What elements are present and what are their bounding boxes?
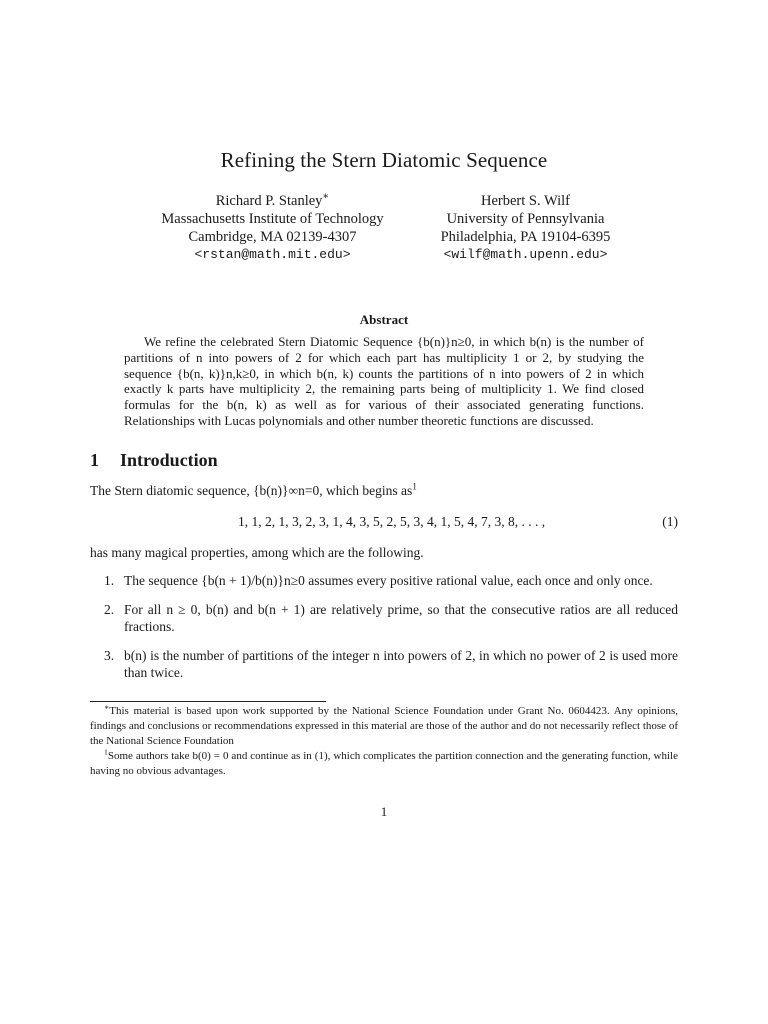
abstract-heading: Abstract — [359, 312, 409, 327]
section-title: Introduction — [120, 450, 218, 470]
abstract-body — [124, 334, 644, 429]
list-item-text: The sequence {b(n + 1)/b(n)}n≥0 assumes every positive rational value, each once and only once. — [124, 573, 653, 588]
author-block-stanley — [130, 192, 415, 264]
page-number: 1 — [380, 804, 388, 819]
footnote-text: Some authors take b(0) = 0 and continue as in (1), which complicates the partition connection and the generating function, while having no obvious advantages. — [90, 750, 678, 777]
footnotes — [90, 704, 678, 779]
author-name: Richard P. Stanley — [215, 193, 323, 209]
after-equation-text: has many magical properties, among which are the following. — [90, 545, 424, 560]
footnote-mark: 1 — [104, 747, 108, 757]
author-block-wilf — [418, 192, 633, 264]
list-marker: 3. — [104, 648, 115, 663]
equation-number: (1) — [662, 514, 678, 529]
list-item — [90, 601, 678, 635]
footnote-text: This material is based upon work supported by the National Science Foundation under Grant No. 0604423. Any opinions, findings and conclusions or recommendations expressed in this material are those of the author and do not necessarily reflect those of the National Science Foundation — [90, 705, 678, 747]
footnote-1 — [90, 749, 678, 779]
footnote-ref-1: 1 — [412, 482, 417, 493]
list-item-text: For all n ≥ 0, b(n) and b(n + 1) are relatively prime, so that the consecutive ratios are all reduced fractions. — [124, 602, 678, 634]
author-email: <wilf@math.upenn.edu> — [443, 247, 608, 262]
author-name: Herbert S. Wilf — [481, 193, 570, 209]
footnote-funding — [90, 704, 678, 749]
abstract-text: We refine the celebrated Stern Diatomic Sequence {b(n)}n≥0, in which b(n) is the number of partitions of n into powers of 2 for which each part has multiplicity 1 or 2, by studying the sequence {b(n, k)}n,k≥0, in which b(n, k) counts the partitions of n into powers of 2 in which exactly k parts have multiplicity 2, the remaining parts being of multiplicity 1. We find closed formulas for the b(n, k) as well as for various of their associated generating functions. Relationships with Lucas polynomials and other number theoretic functions are discussed. — [124, 334, 644, 428]
equation-body: 1, 1, 2, 1, 3, 2, 3, 1, 4, 3, 5, 2, 5, 3, 4, 1, 5, 4, 7, 3, 8, . . . , — [238, 514, 546, 529]
list-item — [90, 647, 678, 681]
list-item — [90, 572, 678, 589]
author-address: Cambridge, MA 02139-4307 — [188, 229, 357, 245]
author-address: Philadelphia, PA 19104-6395 — [440, 229, 611, 245]
list-marker: 2. — [104, 602, 115, 617]
list-item-text: b(n) is the number of partitions of the integer n into powers of 2, in which no power of 2 is used more than twice. — [124, 648, 678, 680]
properties-list — [90, 572, 678, 693]
section-number: 1 — [90, 450, 99, 470]
footnote-mark: ∗ — [104, 702, 110, 712]
section-heading — [90, 450, 218, 471]
intro-paragraph — [90, 482, 678, 499]
intro-sentence: The Stern diatomic sequence, {b(n)}∞n=0, which begins as — [90, 483, 413, 498]
author-footnote-mark: ∗ — [322, 191, 330, 203]
list-marker: 1. — [104, 573, 115, 588]
author-email: <rstan@math.mit.edu> — [194, 247, 351, 262]
footnote-rule — [90, 701, 326, 702]
author-affiliation: Massachusetts Institute of Technology — [161, 211, 384, 227]
paper-title: Refining the Stern Diatomic Sequence — [220, 148, 548, 172]
author-affiliation: University of Pennsylvania — [446, 211, 605, 227]
